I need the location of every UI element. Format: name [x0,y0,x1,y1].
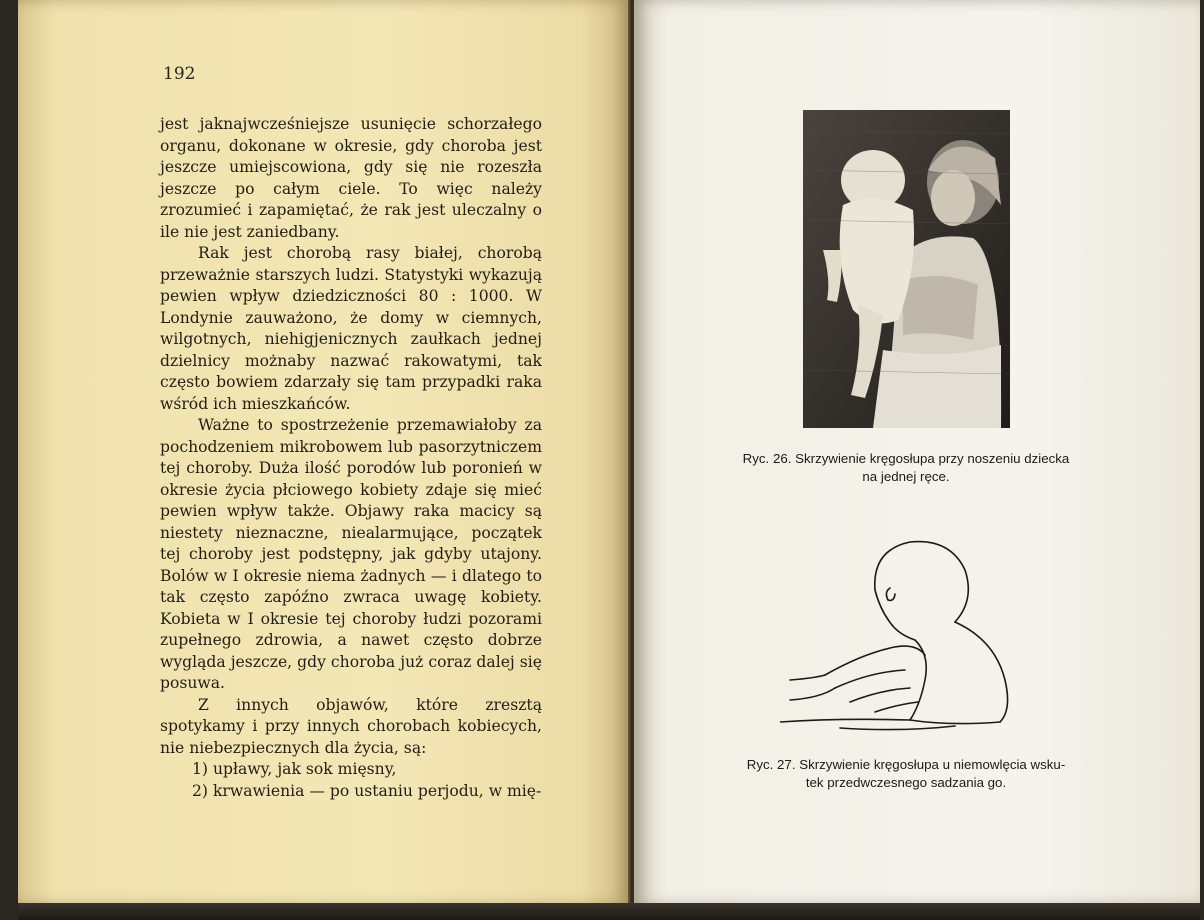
book-bottom-edge [18,903,1200,920]
left-page-text [160,114,542,802]
list-item-2: 2) krwawienia — po ustaniu perjodu, w mię- [192,781,542,800]
paragraph-4: Z innych objawów, które zresztą spotykamy i przy innych chorobach kobiecych, nie niebezpiecznych dla życia, są: [160,695,542,757]
mother-carrying-child-illustration [803,110,1010,428]
paragraph-1: jest jaknajwcześniejsze usunięcie schorzałego organu, dokonane w okresie, gdy choroba jest jeszcze umiejscowiona, gdy się nie rozeszła jeszcze po całym ciele. To więc należy zrozumieć i zapamiętać, że rak jest uleczalny o ile nie jest zaniedbany. [160,115,542,241]
paragraph-2: Rak jest chorobą rasy białej, chorobą przeważnie starszych ludzi. Statystyki wykazują pewien wpływ dziedziczności 80 : 1000. W Londynie zauważono, że domy w ciemnych, wilgotnych, niehigjenicznych zaułkach jednej dzielnicy możnaby nazwać rakowatymi, tak często bowiem zdarzały się tam przypadki raka wśród ich mieszkańców. [160,244,542,413]
list-item-1: 1) upławy, jak sok mięsny, [192,760,397,778]
figure-27-caption-line-2: tek przedwczesnego sadzania go. [805,775,1007,790]
infant-spine-illustration [780,530,1040,740]
figure-27-drawing [780,530,1040,740]
figure-26-caption [706,450,1106,486]
figure-26-caption-line-2: na jednej ręce. [862,469,950,484]
paragraph-3: Ważne to spostrzeżenie przemawiałoby za pochodzeniem mikrobowem lub pasorzytniczem tej choroby. Duża ilość porodów lub poronień w okresie życia płciowego kobiety zdaje się mieć pewien wpływ także. Objawy raka macicy są niestety nieznaczne, niealarmujące, początek tej choroby jest podstępny, jak gdyby utajony. Bolów w I okresie niema żadnych — i dlatego to tak często zapóźno zwraca uwagę kobiety. Kobieta w I okresie tej choroby łudzi pozorami zupełnego zdrowia, a nawet często dobrze wygląda jeszcze, gdy choroba już coraz dalej się posuwa. [160,416,542,692]
figure-27-caption-line-1: Ryc. 27. Skrzywienie kręgosłupa u niemowlęcia wsku- [746,757,1066,772]
figure-27-caption [706,756,1106,792]
page-number: 192 [163,64,196,84]
figure-26-caption-line-1: Ryc. 26. Skrzywienie kręgosłupa przy noszeniu dziecka [742,451,1070,466]
figure-26-photo [803,110,1010,428]
